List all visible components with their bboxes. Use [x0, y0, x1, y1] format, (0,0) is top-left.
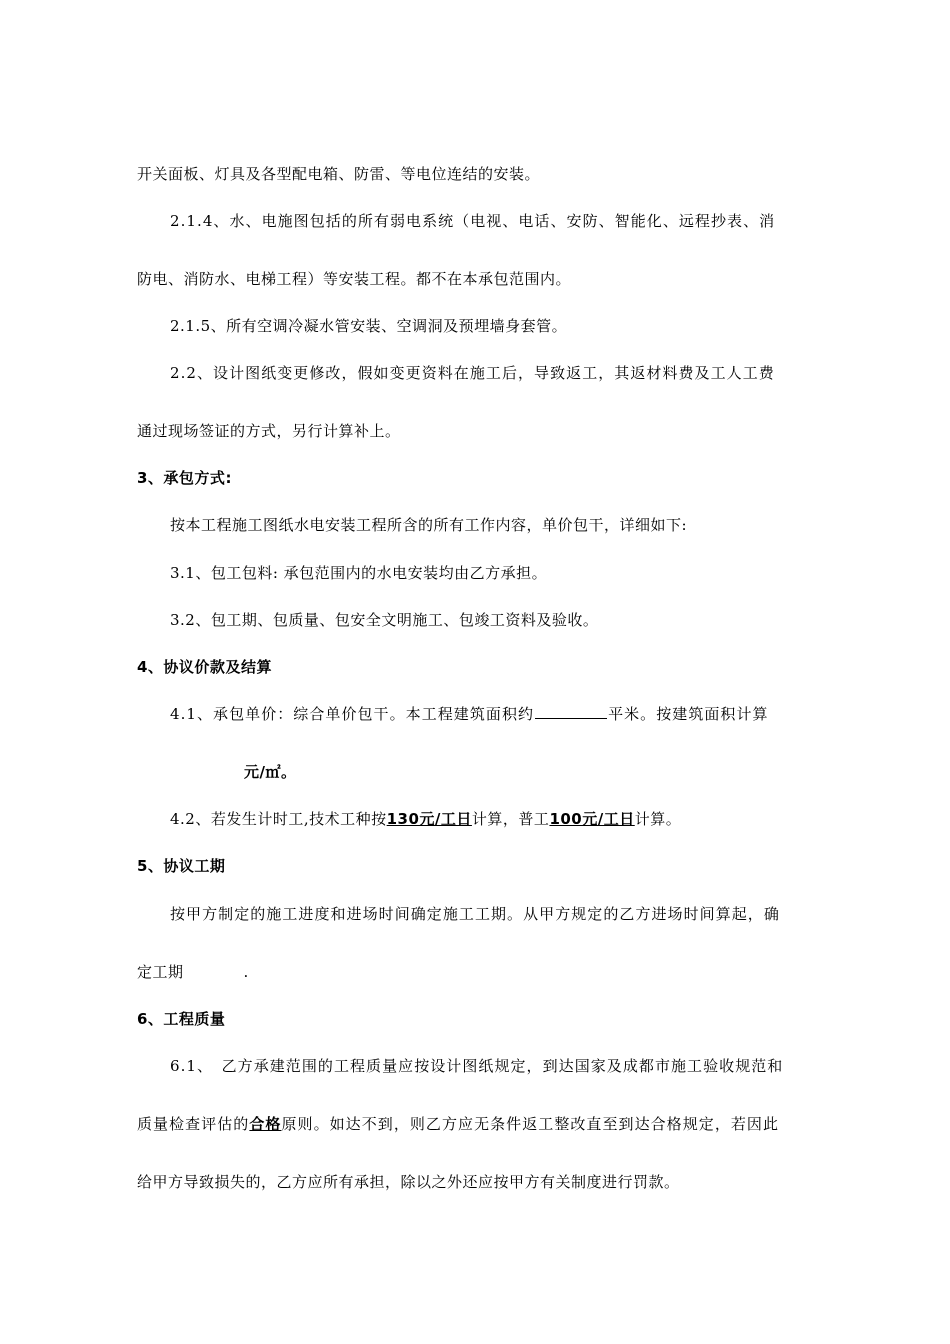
paragraph-line: 2.1.5、所有空调冷凝水管安装、空调洞及预埋墙身套管。	[170, 317, 568, 335]
section-heading: 3、承包方式:	[137, 469, 232, 487]
paragraph-line: 3.2、包工期、包质量、包安全文明施工、包竣工资料及验收。	[170, 611, 599, 629]
paragraph-line	[170, 704, 769, 724]
paragraph-line	[170, 809, 681, 829]
text-run: 质量检查评估的	[137, 1115, 250, 1133]
paragraph-line	[137, 1114, 779, 1134]
paragraph-line: 按本工程施工图纸水电安装工程所含的所有工作内容，单价包干，详细如下:	[170, 516, 688, 534]
paragraph-line: 6.1、 乙方承建范围的工程质量应按设计图纸规定，到达国家及成都市施工验收规范和	[170, 1057, 784, 1075]
section-heading: 4、协议价款及结算	[137, 658, 272, 676]
emphasis-qualified: 合格	[249, 1115, 282, 1133]
paragraph-line: 通过现场签证的方式，另行计算补上。	[137, 422, 401, 440]
text-run: 定工期	[137, 963, 184, 981]
paragraph-line: 2.1.4、水、电施图包括的所有弱电系统（电视、电话、安防、智能化、远程抄表、消	[170, 212, 776, 230]
rate-skilled: 130元/工日	[386, 810, 472, 828]
paragraph-line: 给甲方导致损失的，乙方应所有承担，除以之外还应按甲方有关制度进行罚款。	[137, 1173, 680, 1191]
text-run: 原则。如达不到，则乙方应无条件返工整改直至到达合格规定，若因此	[281, 1115, 780, 1133]
paragraph-line	[137, 962, 249, 982]
section-heading: 5、协议工期	[137, 857, 226, 875]
paragraph-line: 开关面板、灯具及各型配电箱、防雷、等电位连结的安装。	[137, 165, 541, 183]
section-heading: 6、工程质量	[137, 1010, 226, 1028]
paragraph-line: 3.1、包工包料: 承包范围内的水电安装均由乙方承担。	[170, 564, 548, 582]
paragraph-line: 2.2、设计图纸变更修改，假如变更资料在施工后，导致返工，其返材料费及工人工费	[170, 364, 775, 382]
text-run: 计算。	[634, 810, 682, 828]
text-run: 平米。按建筑面积计算	[608, 705, 769, 723]
paragraph-line: 防电、消防水、电梯工程）等安装工程。都不在本承包范围内。	[137, 270, 572, 288]
text-run: 4.2、若发生计时工,技术工种按	[170, 810, 387, 828]
text-run: .	[243, 963, 249, 981]
paragraph-line: 按甲方制定的施工进度和进场时间确定施工工期。从甲方规定的乙方进场时间算起，确	[170, 905, 780, 923]
text-run: 4.1、承包单价：综合单价包干。本工程建筑面积约	[170, 705, 535, 723]
rate-general: 100元/工日	[549, 810, 635, 828]
blank-underline	[535, 704, 607, 719]
unit-line: 元/㎡。	[244, 763, 297, 781]
text-run: 计算，普工	[471, 810, 550, 828]
